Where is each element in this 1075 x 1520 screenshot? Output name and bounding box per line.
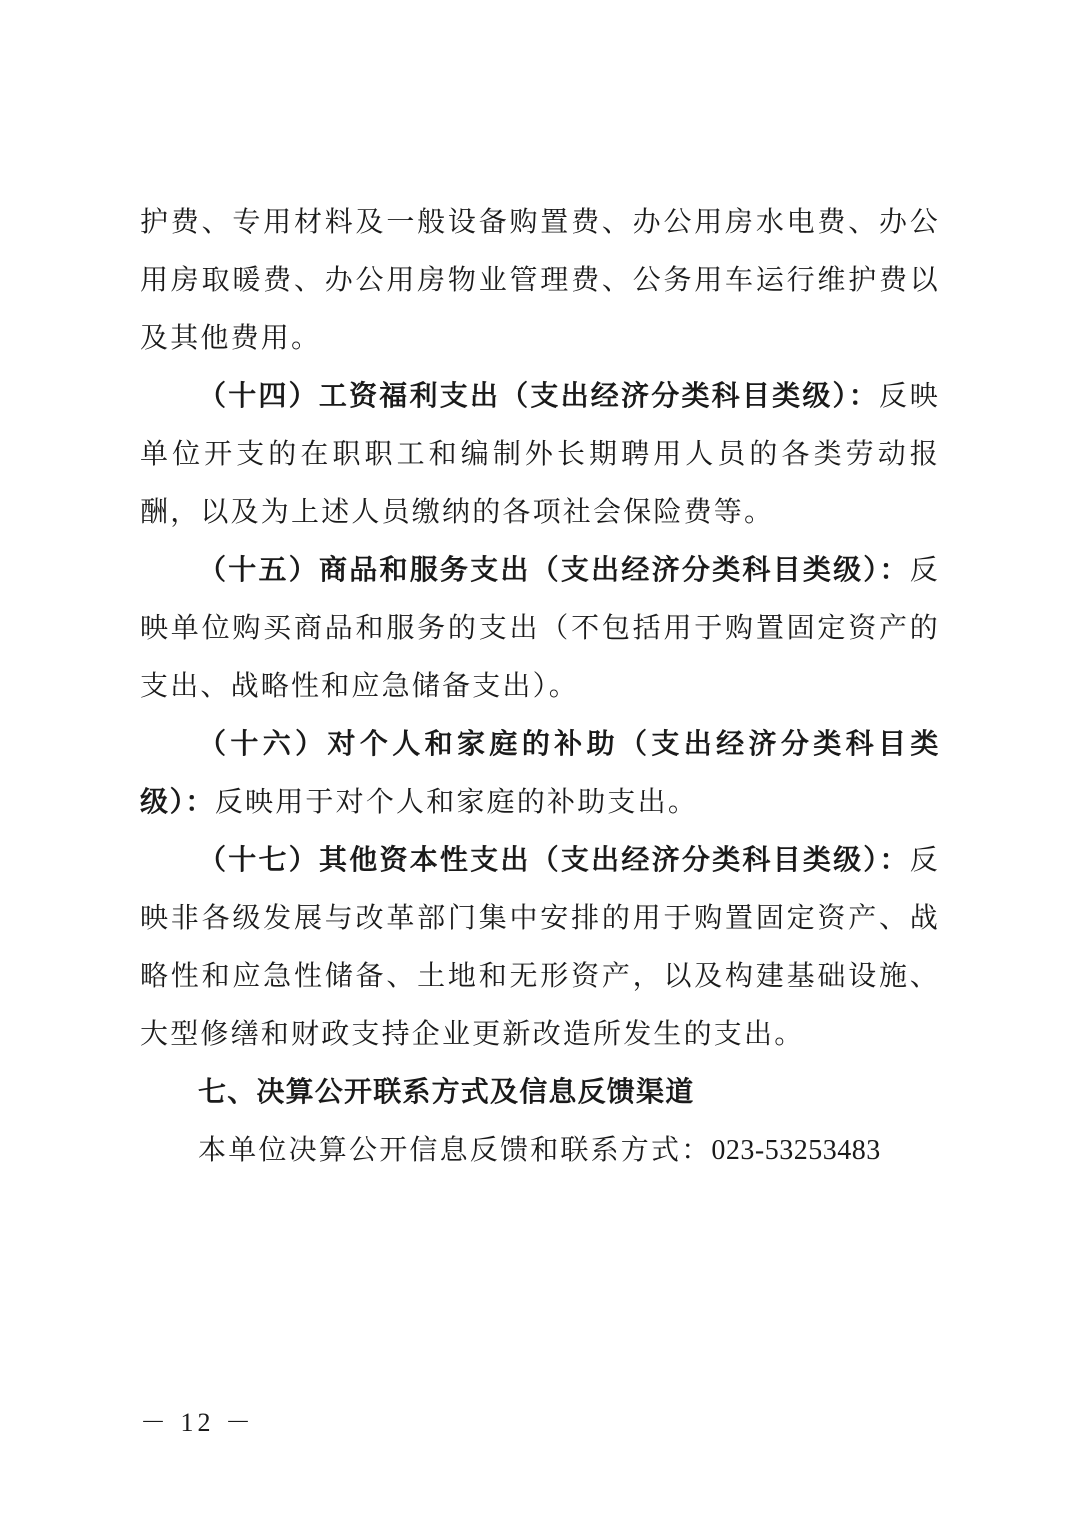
item-body: 反映单位购买商品和服务的支出（不包括用于购置固定资产的支出、战略性和应急储备支出）。 [140, 553, 940, 702]
section-heading: 七、决算公开联系方式及信息反馈渠道 [198, 1075, 695, 1108]
item-lead: （十七）其他资本性支出（支出经济分类科目类级）： [198, 843, 910, 876]
item-body: 反映单位开支的在职职工和编制外长期聘用人员的各类劳动报酬，以及为上述人员缴纳的各项社会保险费等。 [140, 379, 940, 528]
contact-line [140, 1121, 940, 1180]
item-wages-welfare [140, 367, 940, 541]
item-lead: （十六）对个人和家庭的补助（支出经济分类科目类级）： [140, 727, 940, 818]
item-goods-services [140, 541, 940, 715]
item-household-subsidy [140, 715, 940, 831]
item-other-capital [140, 831, 940, 1063]
contact-label: 本单位决算公开信息反馈和联系方式： [198, 1133, 712, 1166]
item-body: 反映用于对个人和家庭的补助支出。 [214, 785, 699, 818]
page-number: － 12 － [140, 1408, 256, 1437]
continued-paragraph: 护费、专用材料及一般设备购置费、办公用房水电费、办公用房取暖费、办公用房物业管理费、公务用车运行维护费以及其他费用。 [140, 205, 940, 354]
contact-number: 023-53253483 [711, 1135, 881, 1166]
body-text [140, 193, 940, 1180]
item-body: 反映非各级发展与改革部门集中安排的用于购置固定资产、战略性和应急性储备、土地和无形资产，以及构建基础设施、大型修缮和财政支持企业更新改造所发生的支出。 [140, 843, 940, 1050]
item-lead: （十五）商品和服务支出（支出经济分类科目类级）： [198, 553, 910, 586]
item-lead: （十四）工资福利支出（支出经济分类科目类级）： [198, 379, 879, 412]
